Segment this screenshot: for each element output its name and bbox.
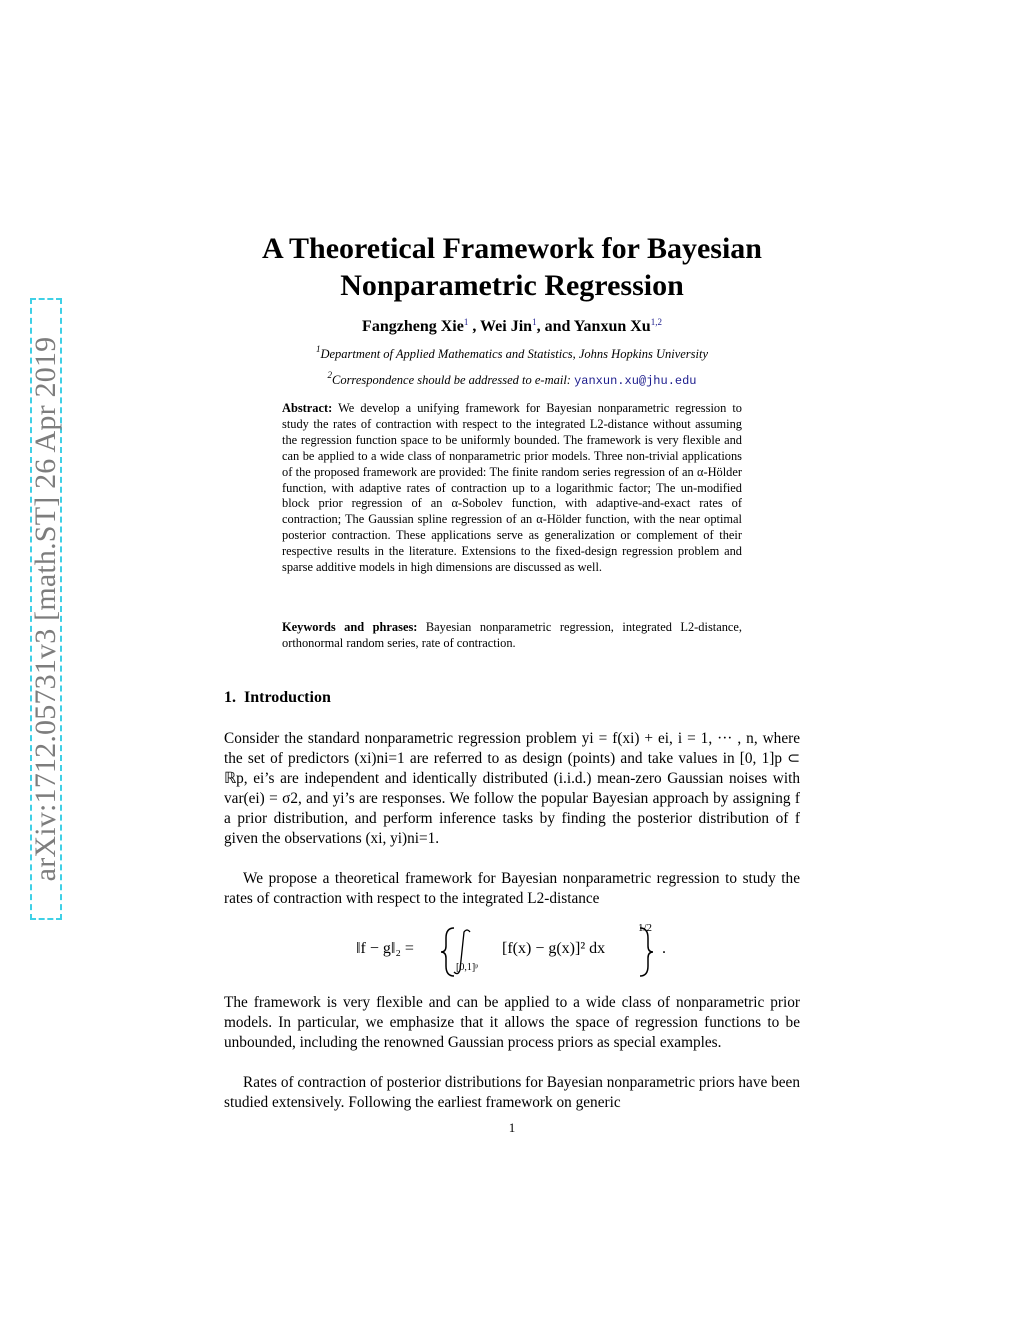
equation-lhs: ‖f − g‖₂ = — [356, 940, 414, 957]
author-name: Yanxun Xu — [573, 318, 651, 335]
abstract-text: We develop a unifying framework for Bayesian nonparametric regression to study the rates of contraction with respect to the integrated L2-distance without assuming the regression function space to be uniformly bounded. The framework is very flexible and can be applied to a wide class of nonparametric prior models. Three non-trivial applications of the proposed framework are provided: The finite random series regression of an α-Hölder function, with adaptive rates of contraction up to a logarithmic factor; The un-modified block prior regression of an α-Sobolev function, with adaptive-and-exact rates of contraction; The Gaussian spline regression of an α-Hölder function, with the near optimal posterior contraction. These applications serve as generalization or complement of their respective results in the literature. Extensions to the fixed-design regression problem and sparse additive models in high dimensions are discussed as well. — [282, 401, 742, 575]
author-affiliation-sup[interactable]: 1 — [463, 317, 469, 327]
left-brace-icon — [441, 928, 454, 976]
title-line-2: Nonparametric Regression — [340, 269, 684, 302]
affiliation-sup: 1 — [315, 344, 321, 354]
affiliation-sup: 2 — [327, 370, 332, 380]
right-brace-icon — [640, 928, 653, 976]
section-number: 1. — [224, 689, 236, 706]
equation-integrand: [f(x) − g(x)]² dx — [502, 940, 606, 957]
equation-period: . — [662, 940, 666, 957]
author-list — [224, 318, 800, 336]
affiliation-2 — [224, 370, 800, 388]
l2-distance-equation — [356, 924, 676, 980]
arxiv-identifier: arXiv:1712.05731v3 [math.ST] 26 Apr 2019 — [29, 336, 62, 882]
keywords-label: Keywords and phrases: — [282, 620, 418, 634]
section-heading — [224, 689, 331, 707]
correspondence-text: Correspondence should be addressed to e-mail: — [331, 373, 575, 387]
abstract — [282, 401, 742, 576]
equation-exponent: 1/2 — [638, 922, 653, 934]
author-affiliation-sup[interactable]: 1,2 — [650, 317, 662, 327]
integral-domain: [0,1]ᵖ — [456, 962, 479, 973]
author-separator: , — [468, 318, 481, 335]
keywords — [282, 620, 742, 652]
intro-paragraph-3: The framework is very flexible and can be applied to a wide class of nonparametric prior models. In particular, we emphasize that it allows the space of regression functions to be unbounded, including the renowned Gaussian process priors as special examples. — [224, 994, 800, 1051]
author-affiliation-sup[interactable]: 1 — [532, 317, 537, 327]
affiliation-text: Department of Applied Mathematics and Statistics, Johns Hopkins University — [320, 347, 709, 361]
intro-paragraph-4: Rates of contraction of posterior distributions for Bayesian nonparametric priors have been studied extensively. Following the earliest framework on generic — [224, 1074, 800, 1111]
section-title: Introduction — [244, 689, 331, 706]
intro-paragraph-1: Consider the standard nonparametric regression problem yi = f(xi) + ei, i = 1, ··· , n, where the set of predictors (xi)ni=1 are referred to as design (points) and take values in [0, 1]p ⊂ ℝp, ei’s are independent and identically distributed (i.i.d.) mean-zero Gaussian noises with var(ei) = σ2, and yi’s are responses. We follow the popular Bayesian approach by assigning f a prior distribution, and perform inference tasks by finding the posterior distribution of f given the observations (xi, yi)ni=1. — [224, 730, 800, 847]
page-number: 1 — [508, 1120, 516, 1135]
paper-title — [224, 230, 800, 304]
author-name: Fangzheng Xie — [362, 318, 464, 335]
intro-paragraph-2: We propose a theoretical framework for Bayesian nonparametric regression to study the rates of contraction with respect to the integrated L2-distance — [224, 870, 800, 907]
keywords-text: Bayesian nonparametric regression, integrated L2-distance, orthonormal random series, rate of contraction. — [282, 620, 742, 650]
abstract-label: Abstract: — [282, 401, 333, 415]
affiliation-1 — [224, 344, 800, 362]
title-line-1: A Theoretical Framework for Bayesian — [262, 232, 762, 265]
author-name: Wei Jin — [480, 318, 533, 335]
email-link[interactable]: yanxun.xu@jhu.edu — [574, 374, 697, 388]
author-separator: , and — [536, 318, 574, 335]
